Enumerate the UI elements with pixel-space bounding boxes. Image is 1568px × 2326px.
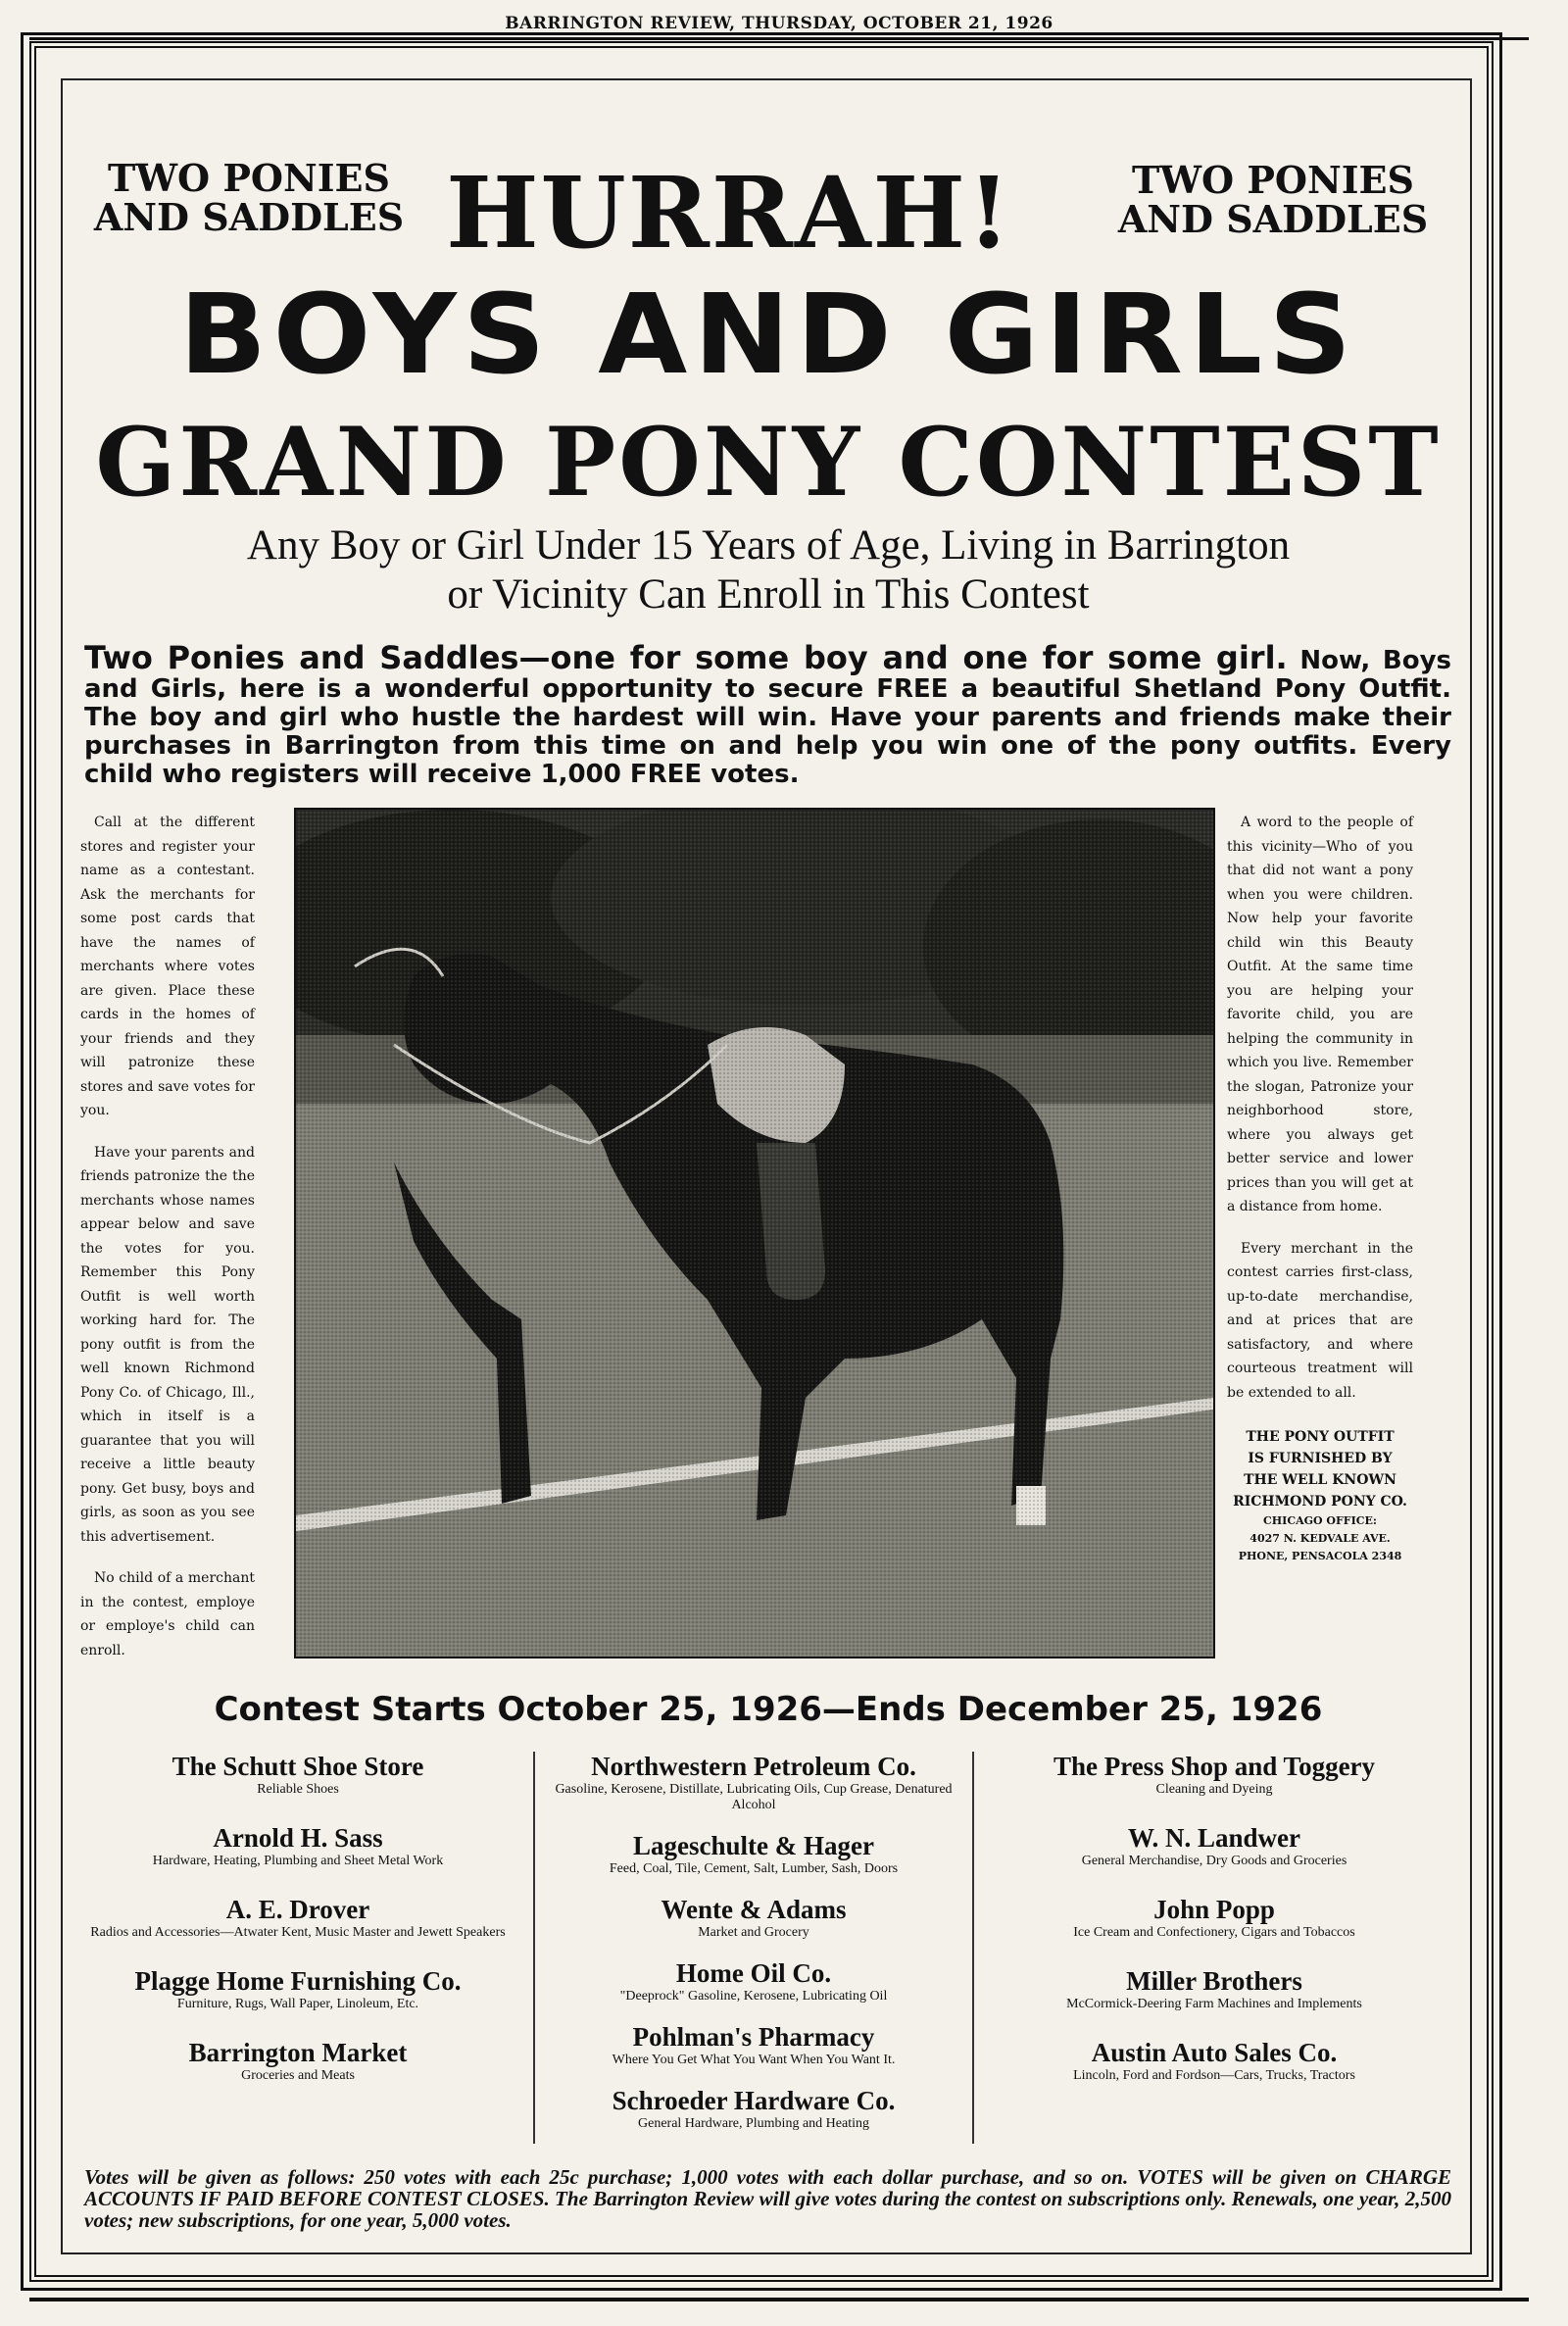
bottom-rule	[29, 2298, 1529, 2301]
credit-line3: THE WELL KNOWN	[1244, 1472, 1396, 1488]
merchant-name: Home Oil Co.	[675, 1958, 832, 1988]
merchant-entry	[984, 1823, 1445, 1869]
merchant-description: Ice Cream and Confectionery, Cigars and Tobaccos	[1073, 1925, 1355, 1940]
merchant-description: Groceries and Meats	[241, 2068, 355, 2083]
merchant-entry	[535, 1958, 972, 2004]
merchant-entry	[73, 2038, 523, 2084]
corner-right-line1: TWO PONIES	[1132, 158, 1414, 202]
merchant-description: "Deeprock" Gasoline, Kerosene, Lubricating Oil	[619, 1989, 888, 2004]
eligibility-notice	[141, 521, 1396, 619]
merchant-name: Schroeder Hardware Co.	[612, 2086, 896, 2115]
right-column	[1227, 811, 1413, 1565]
merchant-name: Miller Brothers	[1126, 1966, 1302, 1996]
left-paragraph-1: Call at the different stores and register your name as a contestant. Ask the merchants for some post cards that have the names of merchants where votes are given. Place these cards in the homes of your friends and they will patronize these stores and save votes for you.	[80, 815, 255, 1118]
merchant-entry	[535, 2086, 972, 2132]
pony-photo	[294, 808, 1215, 1658]
merchant-description: Furniture, Rugs, Wall Paper, Linoleum, Etc.	[176, 1997, 419, 2011]
merchant-entry	[984, 1752, 1445, 1798]
merchant-column-1	[73, 1752, 523, 2144]
merchant-description: General Hardware, Plumbing and Heating	[638, 2116, 869, 2131]
credit-phone: PHONE, PENSACOLA 2348	[1238, 1550, 1402, 1562]
merchant-entry	[73, 1966, 523, 2012]
merchant-description: Cleaning and Dyeing	[1155, 1782, 1273, 1797]
headline-grand-pony-contest: GRAND PONY CONTEST	[95, 407, 1442, 518]
headline-hurrah: HURRAH!	[446, 155, 1012, 271]
corner-right-line2: AND SADDLES	[1117, 197, 1429, 241]
merchant-entry	[984, 1895, 1445, 1941]
eligibility-line1: Any Boy or Girl Under 15 Years of Age, Living in Barrington	[246, 522, 1291, 569]
right-paragraph-2: Every merchant in the contest carries first-class, up-to-date merchandise, and at prices that are satisfactory, and where courteous treatment will be extended to all.	[1227, 1240, 1413, 1401]
merchant-description: Gasoline, Kerosene, Distillate, Lubricating Oils, Cup Grease, Denatured Alcohol	[555, 1782, 953, 1812]
merchant-name: Pohlman's Pharmacy	[632, 2022, 875, 2052]
merchant-description: Lincoln, Ford and Fordson—Cars, Trucks, Tractors	[1073, 2068, 1355, 2083]
merchant-directory	[73, 1752, 1464, 2144]
left-column	[80, 811, 255, 1680]
credit-office: CHICAGO OFFICE:	[1263, 1514, 1377, 1527]
merchant-name: Arnold H. Sass	[213, 1823, 383, 1853]
merchant-entry	[535, 1752, 972, 1813]
pony-outfit-credit	[1227, 1426, 1413, 1565]
merchant-name: W. N. Landwer	[1127, 1823, 1301, 1853]
merchant-description: Feed, Coal, Tile, Cement, Salt, Lumber, Sash, Doors	[609, 1861, 899, 1876]
merchant-entry	[984, 1966, 1445, 2012]
left-paragraph-3: No child of a merchant in the contest, employe or employe's child can enroll.	[80, 1570, 255, 1658]
eligibility-line2: or Vicinity Can Enroll in This Contest	[447, 571, 1090, 618]
merchant-entry	[984, 2038, 1445, 2084]
merchant-description: General Merchandise, Dry Goods and Groceries	[1081, 1854, 1348, 1868]
advertisement	[61, 78, 1472, 2254]
merchant-description: Market and Grocery	[698, 1925, 809, 1940]
merchant-name: Barrington Market	[188, 2038, 408, 2067]
intro-paragraph	[84, 639, 1451, 789]
credit-line4: RICHMOND PONY CO.	[1233, 1494, 1407, 1509]
intro-body: Now, Boys and Girls, here is a wonderful opportunity to secure FREE a beautiful Shetland Pony Outfit. The boy and girl who hustle the hardest will win. Have your parents and friends make their purchases in Barrington from this time on and help you win one of the pony outfits. Every child who registers will receive 1,000 FREE votes.	[84, 646, 1451, 789]
merchant-name: Northwestern Petroleum Co.	[591, 1752, 916, 1781]
merchant-description: Reliable Shoes	[257, 1782, 339, 1797]
merchant-name: Wente & Adams	[661, 1895, 847, 1924]
credit-line1: THE PONY OUTFIT	[1246, 1429, 1395, 1445]
merchant-description: Where You Get What You Want When You Want It.	[612, 2053, 896, 2067]
merchant-name: The Press Shop and Toggery	[1053, 1752, 1376, 1781]
corner-label-right	[1106, 158, 1440, 241]
headline-boys-and-girls: BOYS AND GIRLS	[178, 272, 1358, 399]
votes-notice: Votes will be given as follows: 250 votes with each 25c purchase; 1,000 votes with each dollar purchase, and so on. VOTES will be given on CHARGE ACCOUNTS IF PAID BEFORE CONTEST CLOSES. The Barrington Review will give votes during the contest on subscriptions only. Renewals, one year, 2,500 votes; new subscriptions, for one year, 5,000 votes.	[84, 2165, 1451, 2232]
merchant-name: Plagge Home Furnishing Co.	[134, 1966, 462, 1996]
merchant-column-2	[533, 1752, 974, 2144]
merchant-entry	[73, 1895, 523, 1941]
merchant-entry	[535, 2022, 972, 2068]
pony-image	[296, 810, 1213, 1657]
merchant-entry	[73, 1823, 523, 1869]
merchant-name: A. E. Drover	[225, 1895, 370, 1924]
merchant-description: Hardware, Heating, Plumbing and Sheet Metal Work	[152, 1854, 444, 1868]
right-paragraph-1: A word to the people of this vicinity—Who of you that did not want a pony when you were children. Now help your favorite child win this Beauty Outfit. At the same time you are helping your favorite child, you are helping the community in which you live. Remember the slogan, Patronize your neighborhood store, where you always get better service and lower prices than you will get at a distance from home.	[1227, 815, 1413, 1214]
contest-dates: Contest Starts October 25, 1926—Ends December 25, 1926	[214, 1690, 1323, 1729]
merchant-entry	[535, 1831, 972, 1877]
merchant-name: Austin Auto Sales Co.	[1091, 2038, 1338, 2067]
credit-line2: IS FURNISHED BY	[1248, 1451, 1393, 1466]
merchant-description: McCormick-Deering Farm Machines and Implements	[1066, 1997, 1362, 2011]
merchant-name: The Schutt Shoe Store	[172, 1752, 424, 1781]
merchant-entry	[535, 1895, 972, 1941]
corner-left-line2: AND SADDLES	[93, 195, 405, 239]
merchant-description: Radios and Accessories—Atwater Kent, Music Master and Jewett Speakers	[90, 1925, 506, 1940]
credit-address: 4027 N. KEDVALE AVE.	[1250, 1532, 1391, 1545]
merchant-name: John Popp	[1153, 1895, 1275, 1924]
newspaper-page-header: BARRINGTON REVIEW, THURSDAY, OCTOBER 21, 1926	[29, 0, 1529, 40]
intro-lead: Two Ponies and Saddles—one for some boy and one for some girl.	[84, 639, 1288, 676]
merchant-entry	[73, 1752, 523, 1798]
merchant-name: Lageschulte & Hager	[633, 1831, 874, 1860]
left-paragraph-2: Have your parents and friends patronize the the merchants whose names appear below and save the votes for you. Remember this Pony Outfit is well worth working hard for. The pony outfit is from the well known Richmond Pony Co. of Chicago, Ill., which in itself is a guarantee that you will receive a little beauty pony. Get busy, boys and girls, as soon as you see this advertisement.	[80, 1144, 255, 1545]
corner-left-line1: TWO PONIES	[108, 156, 390, 200]
merchant-column-3	[984, 1752, 1445, 2144]
